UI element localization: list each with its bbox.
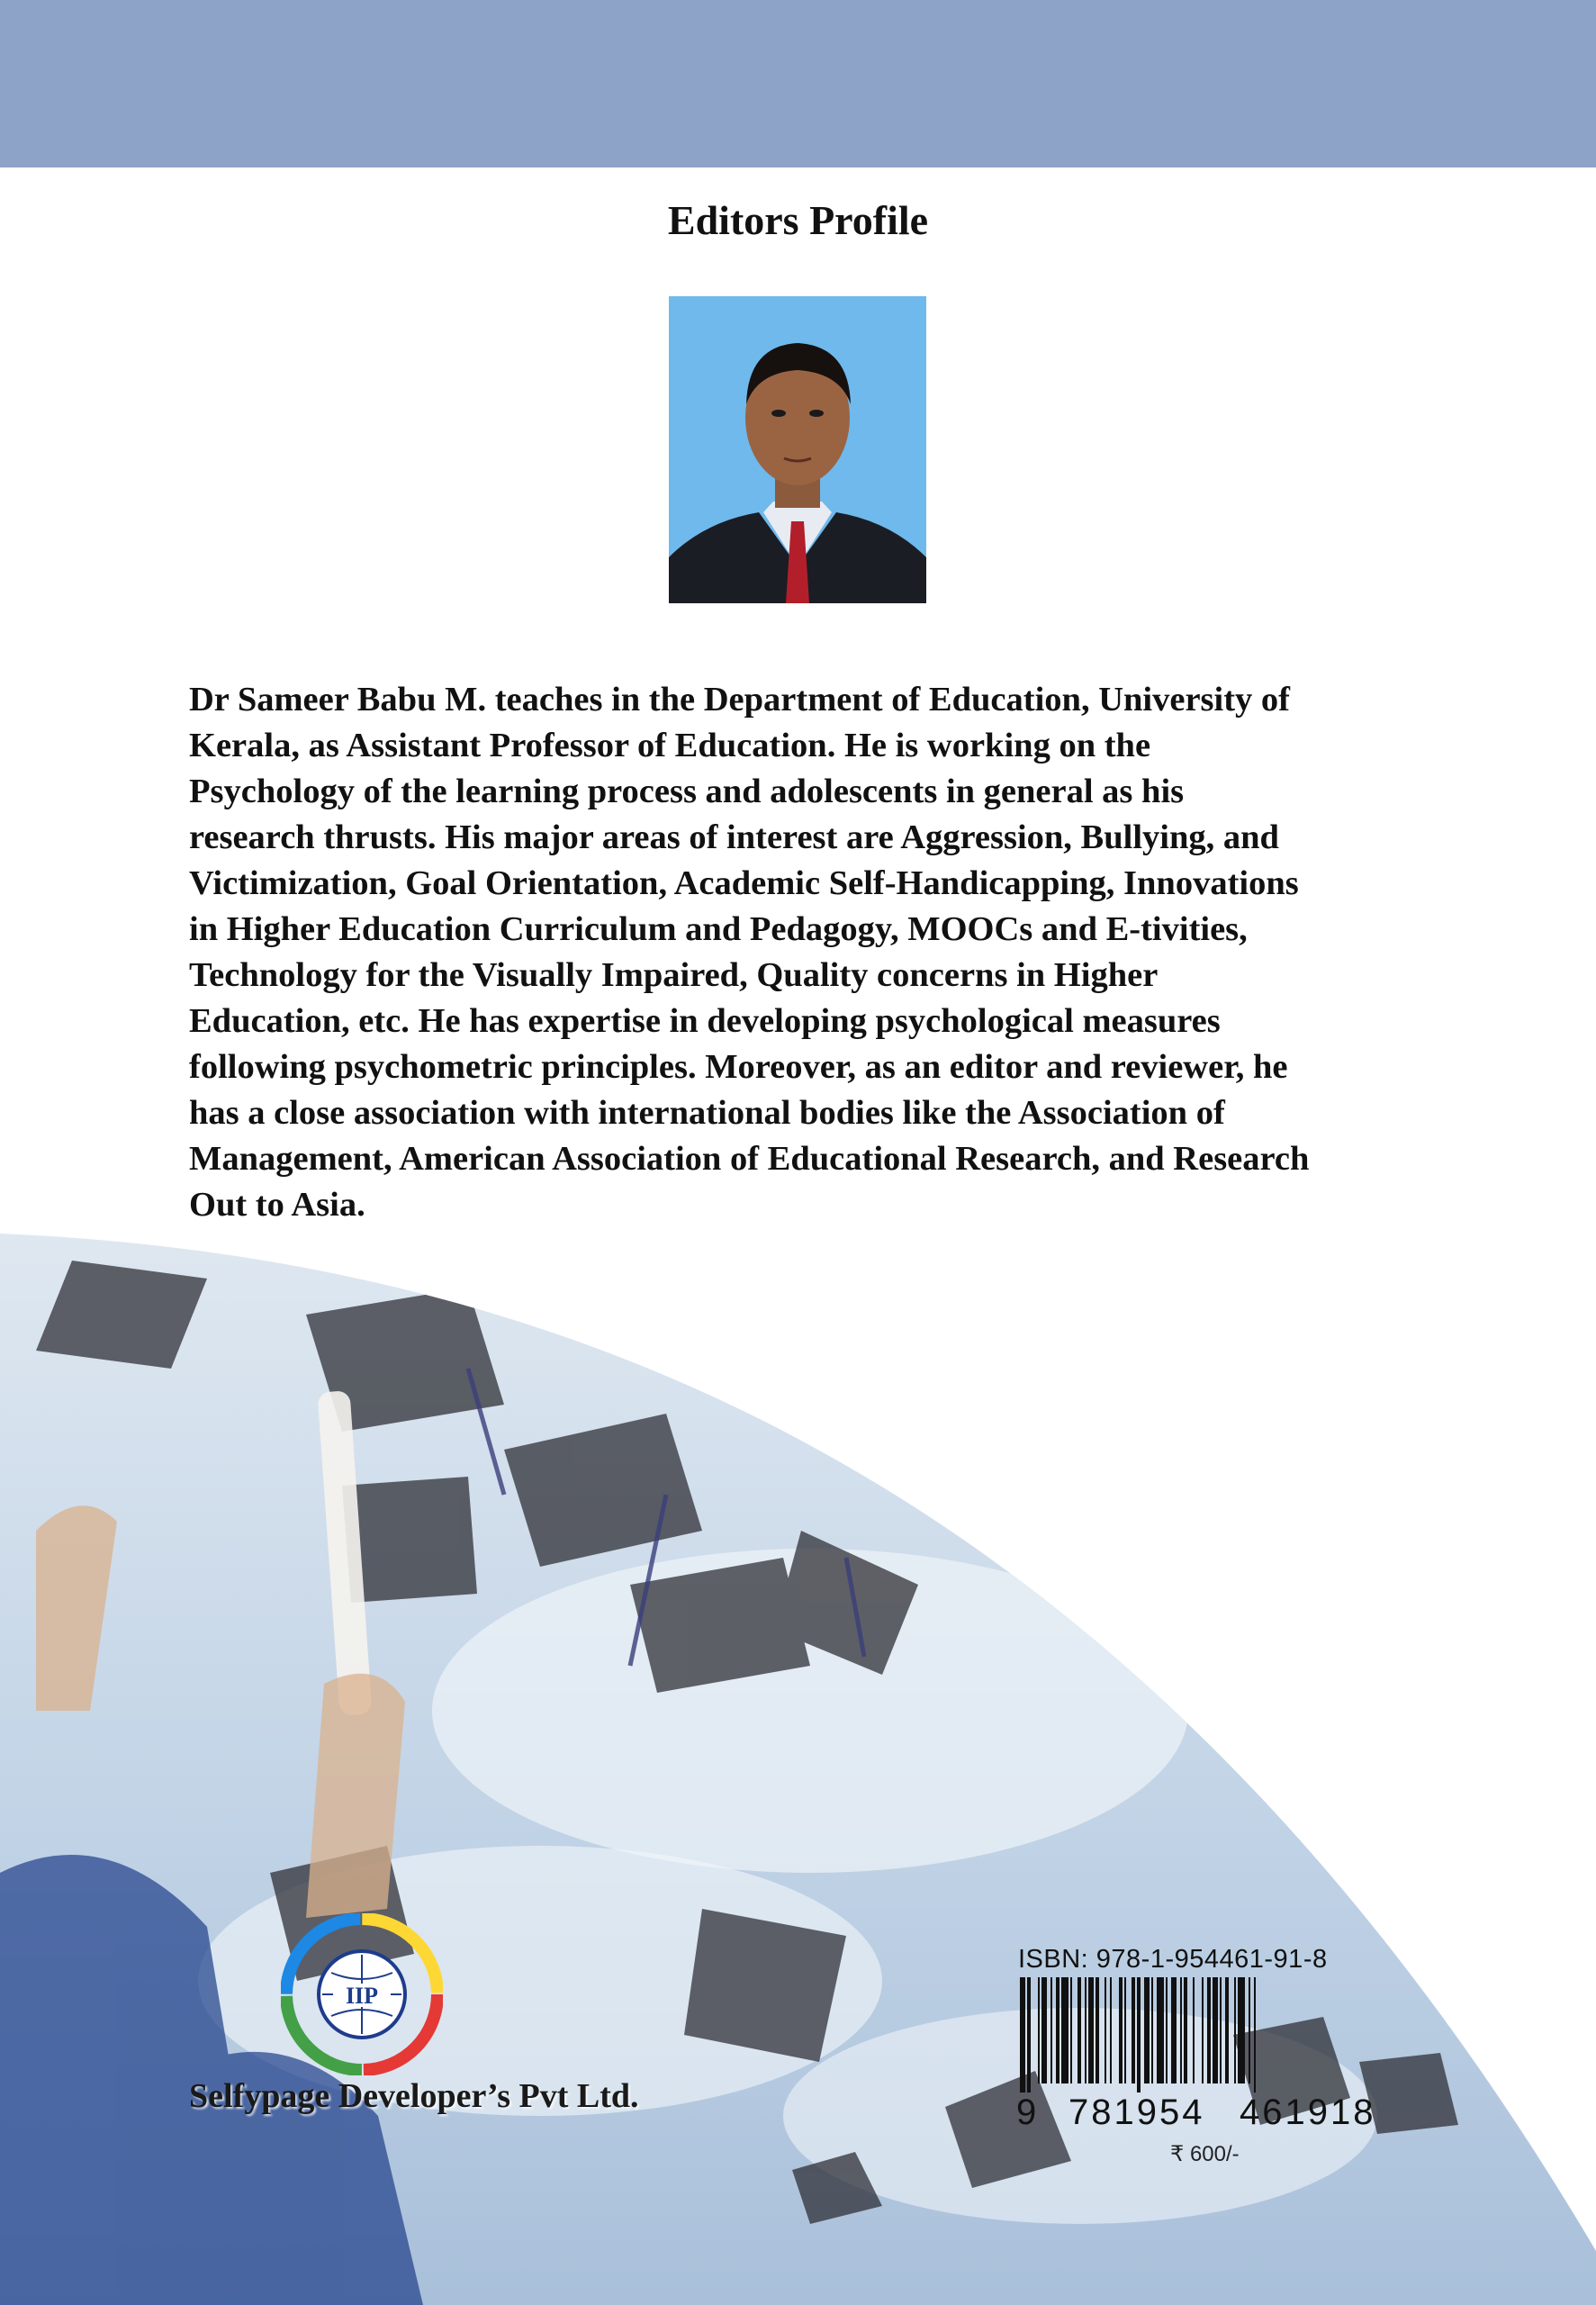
editor-photo [669,296,926,603]
barcode-bar [1249,1977,1250,2084]
isbn-label: ISBN: 978-1-954461-91-8 [1018,1945,1328,1974]
barcode-bar [1157,1977,1164,2084]
barcode-bar [1213,1977,1218,2084]
barcode-bar [1085,1977,1087,2084]
barcode-bar [1254,1977,1256,2093]
barcode-bar [1220,1977,1222,2084]
editor-biography [189,677,1424,1228]
barcode-bar [1020,1977,1025,2093]
bio-line: research thrusts. His major areas of interest are Aggression, Bullying, and [189,818,1279,856]
barcode-bar [1184,1977,1187,2084]
barcode-bar [1119,1977,1123,2084]
bio-line: Dr Sameer Babu M. teaches in the Department of Education, University of [189,681,1290,719]
barcode-bar [1096,1977,1099,2084]
barcode [1014,1977,1411,2094]
bio-line: Management, American Association of Educational Research, and Research [189,1140,1310,1178]
barcode-bar [1070,1977,1072,2084]
barcode-bar [1171,1977,1177,2084]
barcode-bar [1056,1977,1059,2084]
bio-line: in Higher Education Curriculum and Pedagogy, MOOCs and E-tivities, [189,910,1248,948]
bio-line: Education, etc. He has expertise in developing psychological measures [189,1002,1221,1040]
publisher-name: Selfypage Developer’s Pvt Ltd. [189,2077,639,2115]
bio-line: Psychology of the learning process and adolescents in general as his [189,773,1185,810]
logo-initials: IIP [345,1983,379,2009]
barcode-bar [1225,1977,1229,2084]
barcode-bar [1088,1977,1094,2084]
barcode-bar [1050,1977,1052,2084]
barcode-bar [1061,1977,1069,2084]
isbn-digit-group: 461918 [1240,2093,1376,2132]
bio-line: Victimization, Goal Orientation, Academic Self-Handicapping, Innovations [189,864,1299,902]
isbn-digit-group: 9 [1016,2093,1037,2132]
barcode-bar [1238,1977,1245,2084]
barcode-bar [1078,1977,1081,2084]
bio-line: Out to Asia. [189,1186,365,1224]
barcode-bar [1041,1977,1047,2084]
barcode-bar [1038,1977,1040,2084]
barcode-bar [1166,1977,1168,2084]
barcode-bar [1027,1977,1031,2093]
bio-line: Kerala, as Assistant Professor of Education. He is working on the [189,727,1151,764]
barcode-bar [1193,1977,1195,2084]
barcode-bar [1105,1977,1106,2084]
barcode-bar [1234,1977,1236,2084]
price-label: ₹ 600/- [1170,2142,1240,2166]
top-color-band [0,0,1596,167]
barcode-bar [1110,1977,1112,2084]
barcode-bar [1180,1977,1182,2084]
barcode-bar [1207,1977,1211,2084]
barcode-bar [1124,1977,1126,2084]
isbn-barcode-block [1014,1945,1411,2134]
isbn-digit-group: 781954 [1069,2093,1205,2132]
page-heading: Editors Profile [667,197,929,243]
barcode-bar [1132,1977,1135,2084]
publisher-logo [281,1913,443,2075]
bio-line: following psychometric principles. Moreover, as an editor and reviewer, he [189,1048,1288,1086]
barcode-bar [1202,1977,1204,2084]
barcode-bar [1137,1977,1141,2093]
barcode-bar [1144,1977,1150,2084]
bio-line: has a close association with international bodies like the Association of [189,1094,1225,1132]
bio-line: Technology for the Visually Impaired, Quality concerns in Higher [189,956,1159,994]
barcode-bar [1151,1977,1153,2084]
